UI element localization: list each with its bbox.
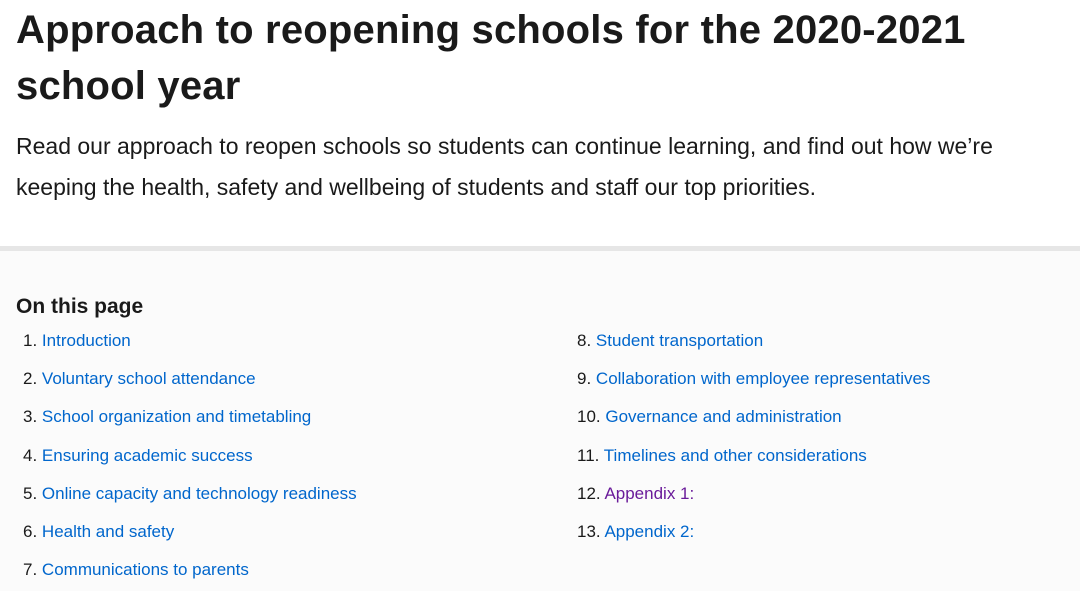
toc-item [577, 330, 930, 368]
toc-list-right [577, 330, 930, 559]
toc-link-health-safety[interactable]: Health and safety [41, 521, 175, 541]
toc-item-number: 12. [577, 483, 601, 503]
toc-link-school-organization[interactable]: School organization and timetabling [41, 407, 312, 427]
toc-link-communications[interactable]: Communications to parents [41, 560, 249, 580]
toc-link-transportation[interactable]: Student transportation [595, 331, 764, 350]
toc-item [23, 368, 357, 406]
toc-item-number: 6. [23, 521, 38, 541]
toc-item [23, 445, 357, 483]
toc-item-number: 1. [23, 331, 38, 350]
toc-link-governance[interactable]: Governance and administration [605, 407, 842, 427]
toc-item-number: 11. [577, 445, 600, 465]
toc-item-number: 13. [577, 521, 601, 541]
toc-item [577, 445, 930, 483]
toc-item-number: 9. [577, 369, 592, 389]
toc-link-academic-success[interactable]: Ensuring academic success [41, 445, 253, 465]
page-header [0, 0, 1080, 246]
toc-link-timelines[interactable]: Timelines and other considerations [603, 445, 867, 465]
toc-link-voluntary-attendance[interactable]: Voluntary school attendance [41, 369, 256, 389]
toc-item [23, 559, 357, 597]
toc-heading: On this page [16, 295, 144, 318]
toc-item [577, 368, 930, 406]
toc-link-introduction[interactable]: Introduction [41, 331, 131, 350]
page-title: Approach to reopening schools for the 2020-2021 school year [16, 8, 966, 108]
toc-item [23, 521, 357, 559]
toc-item-number: 10. [577, 407, 601, 427]
table-of-contents [0, 251, 1080, 591]
toc-link-collaboration[interactable]: Collaboration with employee representatives [595, 369, 931, 389]
toc-link-appendix-1[interactable]: Appendix 1: [604, 483, 695, 503]
toc-item-number: 3. [23, 407, 38, 427]
toc-item [23, 483, 357, 521]
toc-list-left [23, 330, 357, 597]
toc-item [577, 483, 930, 521]
toc-link-appendix-2[interactable]: Appendix 2: [604, 521, 695, 541]
toc-item-number: 8. [577, 331, 592, 350]
toc-link-online-capacity[interactable]: Online capacity and technology readiness [41, 483, 357, 503]
toc-item [23, 330, 357, 368]
toc-item [23, 406, 357, 444]
toc-item-number: 7. [23, 560, 38, 580]
toc-item [577, 521, 930, 559]
toc-item [577, 406, 930, 444]
toc-item-number: 4. [23, 445, 38, 465]
toc-item-number: 5. [23, 483, 38, 503]
page-lede: Read our approach to reopen schools so students can continue learning, and find out how we’re keeping the health, safety and wellbeing of students and staff our top priorities. [16, 133, 993, 200]
toc-item-number: 2. [23, 369, 38, 389]
